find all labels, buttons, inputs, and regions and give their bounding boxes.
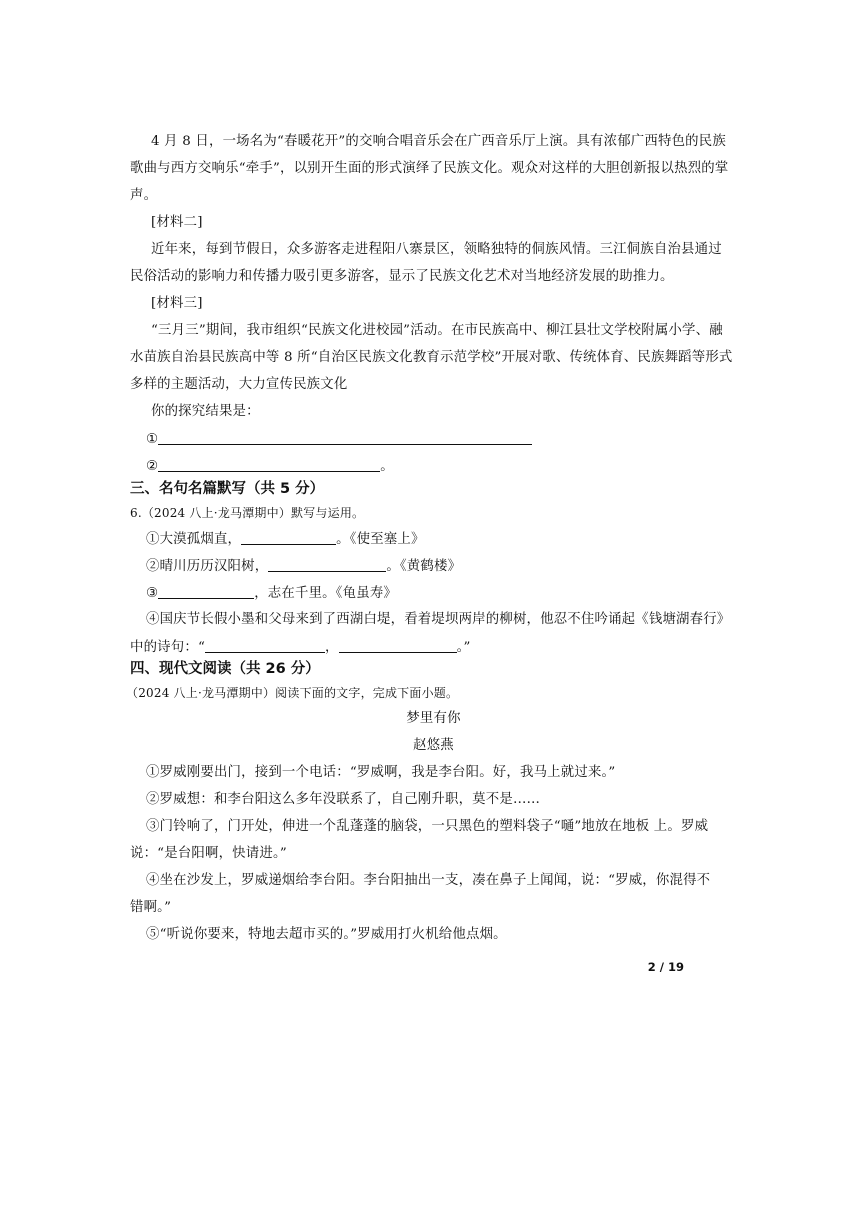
material2-label: [材料二] bbox=[151, 215, 203, 230]
q1-blank[interactable] bbox=[241, 530, 336, 545]
material2-line2: 民俗活动的影响力和传播力吸引更多游客，显示了民族文化艺术对当地经济发展的助推力。 bbox=[130, 269, 674, 284]
q3-suffix: ，志在千里。《龟虽寿》 bbox=[254, 586, 398, 601]
page-number: 2 / 19 bbox=[647, 960, 684, 974]
answer-blank-2[interactable] bbox=[158, 457, 380, 472]
story-paragraph-5: ⑤“听说你要来，特地去超市买的。”罗威用打火机给他点烟。 bbox=[146, 927, 507, 942]
section3-question-intro: 6.（2024 八上·龙马潭期中）默写与运用。 bbox=[130, 506, 365, 520]
material1-line3: 声。 bbox=[130, 188, 158, 203]
q2-suffix: 。《黄鹤楼》 bbox=[386, 559, 462, 574]
story-author: 赵悠燕 bbox=[413, 738, 454, 753]
dictation-q1 bbox=[146, 530, 425, 549]
story-paragraph-2: ②罗威想：和李台阳这么多年没联系了，自己刚升职，莫不是…… bbox=[146, 792, 541, 807]
material1-line2: 歌曲与西方交响乐“牵手”，以别开生面的形式演绎了民族文化。观众对这样的大胆创新报以热烈的掌 bbox=[130, 161, 729, 176]
material3-label: [材料三] bbox=[151, 296, 203, 311]
q2-blank[interactable] bbox=[268, 557, 386, 572]
section4-title: 四、现代文阅读（共 26 分） bbox=[130, 661, 320, 677]
dictation-q3 bbox=[146, 584, 397, 603]
material3-line2: 水苗族自治县民族高中等 8 所“自治区民族文化教育示范学校”开展对歌、传统体育、民族舞蹈等形式 bbox=[130, 350, 733, 365]
story-paragraph-4-line1: ④坐在沙发上，罗威递烟给李台阳。李台阳抽出一支，凑在鼻子上闻闻，说：“罗威，你混得不 bbox=[146, 873, 711, 888]
story-paragraph-1: ①罗威刚要出门，接到一个电话：“罗威啊，我是李台阳。好，我马上就过来。” bbox=[146, 765, 616, 780]
result-item2 bbox=[146, 457, 394, 476]
material2-line1: 近年来，每到节假日，众多游客走进程阳八寨景区，领略独特的侗族风情。三江侗族自治县通过 bbox=[151, 242, 722, 257]
q1-suffix: 。《使至塞上》 bbox=[336, 532, 425, 547]
q4-blank-2[interactable] bbox=[339, 638, 457, 653]
material3-line3: 多样的主题活动，大力宣传民族文化 bbox=[130, 377, 348, 392]
story-paragraph-3-line2: 说：“是台阳啊，快请进。” bbox=[130, 846, 287, 861]
q1-prefix: ①大漠孤烟直， bbox=[146, 532, 242, 547]
story-paragraph-3-line1: ③门铃响了，门开处，伸进一个乱蓬蓬的脑袋，一只黑色的塑料袋子“嗵”地放在地板 上。罗威 bbox=[146, 819, 709, 834]
q4-suffix: 。” bbox=[456, 640, 471, 655]
result-item2-end: 。 bbox=[380, 459, 394, 474]
dictation-q4-line2 bbox=[130, 638, 471, 657]
q3-blank[interactable] bbox=[158, 584, 254, 599]
result-item2-marker: ② bbox=[146, 459, 159, 474]
story-title: 梦里有你 bbox=[406, 711, 461, 726]
dictation-q4-line1: ④国庆节长假小墨和父母来到了西湖白堤，看着堤坝两岸的柳树，他忍不住吟诵起《钱塘湖春行》 bbox=[146, 612, 731, 627]
section3-title: 三、名句名篇默写（共 5 分） bbox=[130, 481, 325, 497]
q3-prefix: ③ bbox=[146, 586, 159, 601]
section4-intro: （2024 八上·龙马潭期中）阅读下面的文字，完成下面小题。 bbox=[126, 686, 459, 700]
q4-prefix: 中的诗句：“ bbox=[130, 640, 205, 655]
story-paragraph-4-line2: 错啊。” bbox=[130, 900, 172, 915]
answer-blank-1[interactable] bbox=[158, 430, 532, 445]
material3-line1: “三月三”期间，我市组织“民族文化进校园”活动。在市民族高中、柳江县壮文学校附属小学、融 bbox=[151, 323, 723, 338]
q4-separator: ， bbox=[325, 640, 339, 655]
result-prompt: 你的探究结果是： bbox=[151, 404, 260, 419]
result-item1-marker: ① bbox=[146, 432, 159, 447]
result-item1 bbox=[146, 430, 532, 449]
q4-blank-1[interactable] bbox=[205, 638, 325, 653]
material1-line1: 4 月 8 日，一场名为“春暖花开”的交响合唱音乐会在广西音乐厅上演。具有浓郁广西特色的民族 bbox=[151, 134, 726, 149]
dictation-q2 bbox=[146, 557, 461, 576]
q2-prefix: ②晴川历历汉阳树， bbox=[146, 559, 269, 574]
